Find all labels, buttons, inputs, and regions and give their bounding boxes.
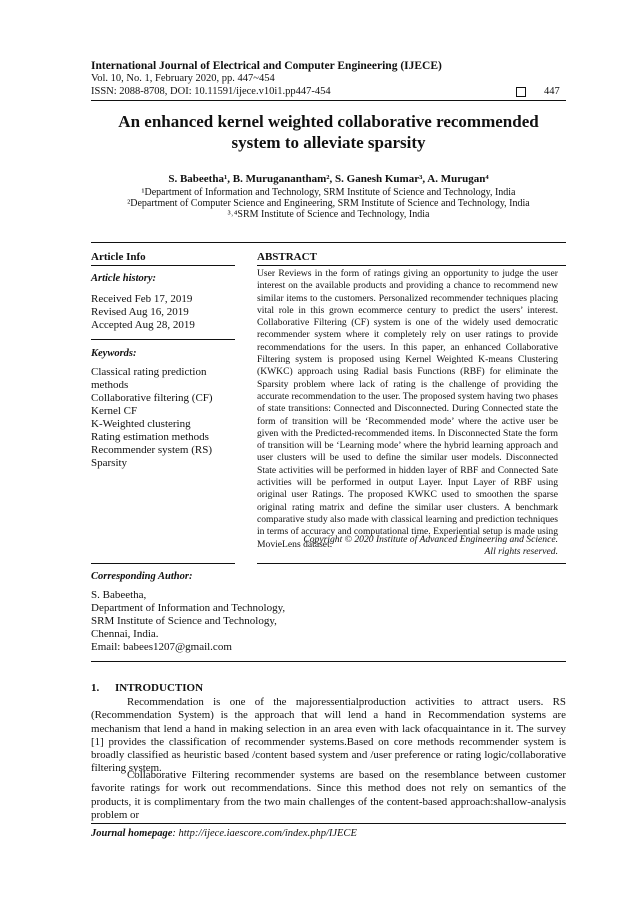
title-line: system to alleviate sparsity — [231, 133, 426, 152]
article-info-heading: Article Info — [91, 251, 146, 263]
section-heading — [91, 682, 203, 694]
keywords-label: Keywords: — [91, 348, 137, 359]
homepage-label: Journal homepage — [91, 828, 173, 839]
corresponding-city: Chennai, India. — [91, 628, 159, 640]
section-title: INTRODUCTION — [115, 682, 204, 694]
keyword-list — [91, 366, 213, 470]
history-revised: Revised Aug 16, 2019 — [91, 306, 189, 318]
divider — [257, 563, 566, 564]
section-divider — [91, 242, 566, 243]
page-number: 447 — [544, 86, 560, 97]
affiliation-2: ²Department of Computer Science and Engineering, SRM Institute of Science and Technology, India — [127, 198, 530, 209]
corresponding-name: S. Babeetha, — [91, 589, 147, 601]
journal-homepage — [91, 828, 357, 839]
divider — [91, 563, 235, 564]
keyword: Collaborative filtering (CF) — [91, 392, 213, 404]
paper-title — [91, 111, 566, 153]
keyword: Sparsity — [91, 457, 128, 469]
article-history-label: Article history: — [91, 273, 157, 284]
article-history — [91, 293, 195, 332]
journal-issue: Vol. 10, No. 1, February 2020, pp. 447~454 — [91, 73, 275, 84]
keyword: Kernel CF — [91, 405, 138, 417]
homepage-url: : http://ijece.iaescore.com/index.php/IJECE — [172, 828, 357, 839]
copyright-line: All rights reserved. — [484, 546, 558, 557]
corresponding-dept: Department of Information and Technology, — [91, 602, 286, 614]
divider — [91, 265, 235, 266]
keyword: methods — [91, 379, 129, 391]
affiliation-3: ³˒⁴SRM Institute of Science and Technology, India — [227, 209, 430, 220]
history-accepted: Accepted Aug 28, 2019 — [91, 319, 195, 331]
paragraph: Collaborative Filtering recommender systems are based on the resemblance between customer favorite ratings for work out recommendations. Since this method does not rely on semantics of the products, it is complimentary from the two main challenges of the content-based approach:shallow-analysis problem or — [91, 769, 566, 821]
corresponding-email: Email: babees1207@gmail.com — [91, 641, 232, 653]
keyword: K-Weighted clustering — [91, 418, 191, 430]
copyright-line: Copyright © 2020 Institute of Advanced Engineering and Science. — [303, 534, 558, 545]
square-icon — [516, 87, 526, 97]
divider — [91, 339, 235, 340]
footer-divider — [91, 823, 566, 824]
affiliation-1: ¹Department of Information and Technology, SRM Institute of Science and Technology, India — [141, 187, 516, 198]
abstract-text: User Reviews in the form of ratings giving an opportunity to judge the user interest on the available products and providing a chance to recommend new similar items to the customers. Personalized recommender techniques placing vital role in this grown ecommerce century to predict the users’ interest. Collaborative Filtering (CF) system is one of the widely used democratic recommender system where it completely rely on user ratings to provide recommendations for the users. In this paper, an enhanced Collaborative Filtering system is proposed using Kernel Weighted K-means Clustering (KWKC) approach using Radial basis Functions (RBF) for eliminate the Sparsity problem where lack of rating is the challenge of providing the accurate recommendation to the user. The proposed system having two phases of state transitions: Connected and Disconnected. During Connected state the form of transition will be ‘Recommended mode’ where the active user be given with the Predicted-recommended items. In Disconnected State the form of transition will be ‘Learning mode’ where the hybrid learning approach and user clusters will be used to define the similar user models. Disconnected State activities will be performed in hidden layer of RBF and Connected Sate activities will be performed in output Layer. Input Layer of RBF using original user Ratings. The proposed KWKC used to smoothen the sparse original rating matrix and define the similar user clusters. A benchmark comparative study also made with classical learning and prediction techniques in terms of accuracy and computational time. Experiential setup is made using MovieLens dataset. — [257, 268, 558, 550]
journal-name: International Journal of Electrical and Computer Engineering (IJECE) — [91, 60, 442, 72]
section-divider — [91, 661, 566, 662]
header-divider — [91, 100, 566, 101]
corresponding-author-label: Corresponding Author: — [91, 571, 193, 582]
section-number: 1. — [91, 682, 100, 694]
journal-issn: ISSN: 2088-8708, DOI: 10.11591/ijece.v10i1.pp447-454 — [91, 86, 331, 97]
title-line: An enhanced kernel weighted collaborative recommended — [118, 112, 539, 131]
paragraph: Recommendation is one of the majoressentialproduction activities to attract users. RS (Recommendation System) is the approach that will lend a hand in Recommendation systems are mechanism that lend a hand in making selection in an area even with lack ofacquaintance in it. The survey [1] provides the classification of recommender systems.Based on core methods recommender system is broadly classified as heuristic based /content based system and /user preference or rating logic/collaborative filtering system. — [91, 696, 566, 775]
corresponding-institute: SRM Institute of Science and Technology, — [91, 615, 277, 627]
history-received: Received Feb 17, 2019 — [91, 293, 193, 305]
keyword: Recommender system (RS) — [91, 444, 212, 456]
abstract-heading: ABSTRACT — [257, 251, 317, 263]
author-list: S. Babeetha¹, B. Muruganantham², S. Ganesh Kumar³, A. Murugan⁴ — [168, 173, 489, 185]
keyword: Classical rating prediction — [91, 366, 207, 378]
keyword: Rating estimation methods — [91, 431, 209, 443]
divider — [257, 265, 566, 266]
